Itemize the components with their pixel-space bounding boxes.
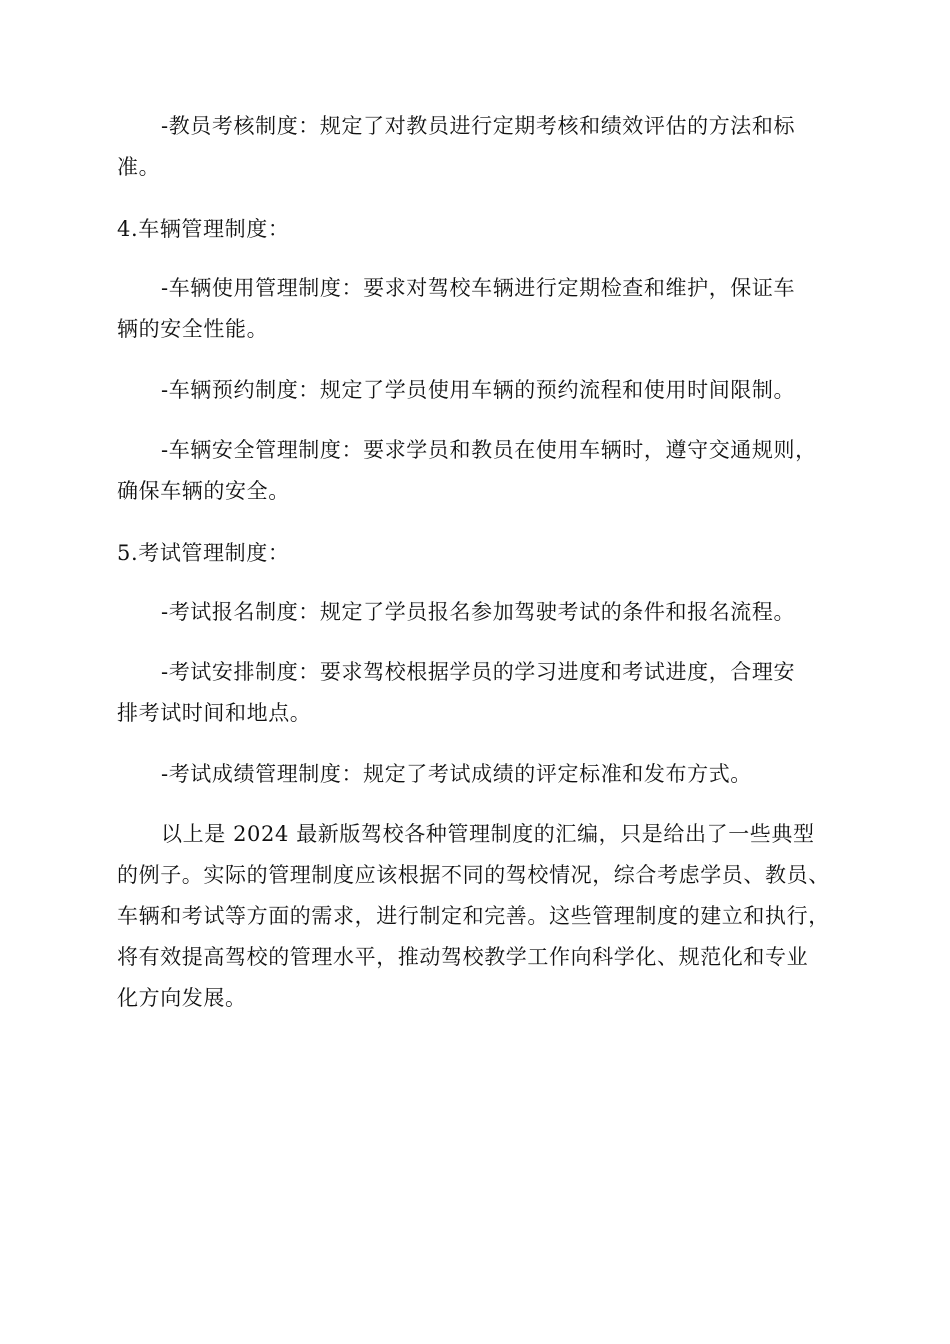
paragraph-instructor-assessment [117, 106, 857, 188]
text-line: -考试成绩管理制度：规定了考试成绩的评定标准和发布方式。 [161, 762, 752, 786]
text-line: 准。 [117, 155, 161, 179]
section-heading-vehicle-management [117, 209, 857, 250]
text-line: 5.考试管理制度： [117, 541, 290, 565]
text-line: 辆的安全性能。 [117, 317, 269, 341]
text-line: -车辆使用管理制度：要求对驾校车辆进行定期检查和维护，保证车 [161, 276, 796, 300]
text-line: -考试报名制度：规定了学员报名参加驾驶考试的条件和报名流程。 [161, 600, 796, 624]
paragraph-exam-registration [117, 592, 857, 633]
text-line: -车辆预约制度：规定了学员使用车辆的预约流程和使用时间限制。 [161, 378, 796, 402]
paragraph-vehicle-use [117, 268, 857, 350]
paragraph-exam-scores [117, 754, 857, 795]
text-line: -考试安排制度：要求驾校根据学员的学习进度和考试进度，合理安 [161, 660, 796, 684]
text-line: 以上是 2024 最新版驾校各种管理制度的汇编，只是给出了一些典型 [161, 822, 815, 846]
text-line: -教员考核制度：规定了对教员进行定期考核和绩效评估的方法和标 [161, 114, 796, 138]
paragraph-vehicle-booking [117, 370, 857, 411]
text-line: 化方向发展。 [117, 986, 247, 1010]
text-line: 排考试时间和地点。 [117, 701, 312, 725]
paragraph-vehicle-safety [117, 430, 857, 512]
text-line: 车辆和考试等方面的需求，进行制定和完善。这些管理制度的建立和执行， [117, 904, 830, 928]
section-heading-exam-management [117, 533, 857, 574]
paragraph-exam-scheduling [117, 652, 857, 734]
text-line: 4.车辆管理制度： [117, 217, 290, 241]
text-line: -车辆安全管理制度：要求学员和教员在使用车辆时，遵守交通规则， [161, 438, 817, 462]
text-line: 将有效提高驾校的管理水平，推动驾校教学工作向科学化、规范化和专业 [117, 945, 809, 969]
paragraph-conclusion [117, 814, 857, 1019]
text-line: 的例子。实际的管理制度应该根据不同的驾校情况，综合考虑学员、教员、 [117, 863, 830, 887]
text-line: 确保车辆的安全。 [117, 479, 290, 503]
